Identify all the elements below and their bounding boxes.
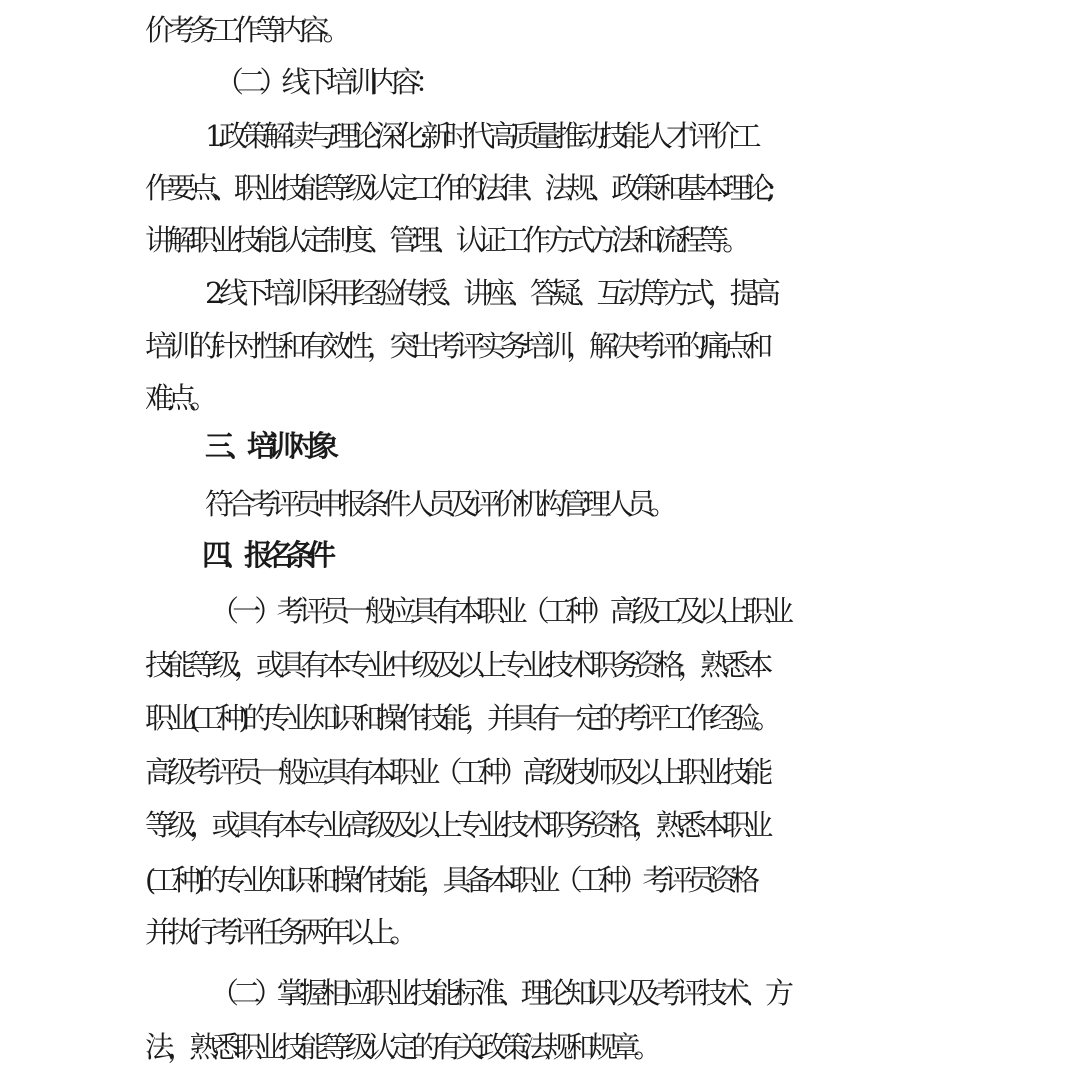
paragraph-line: 等级，或具有本专业高级及以上专业技术职务资格，熟悉本职业: [145, 808, 767, 842]
paragraph-line: 难点。: [145, 381, 212, 415]
paragraph-line: 1.政策解读与理论深化:新时代高质量推动技能人才评价工: [205, 119, 755, 153]
text-line: 价考务工作等内容。: [145, 13, 345, 47]
paragraph-line: 职业(工种)的专业知识和操作技能，并具有一定的考评工作经验。: [145, 701, 776, 735]
subsection-heading: （二）线下培训内容：: [215, 65, 438, 99]
paragraph-line: 讲解职业技能认定制度、管理、认证工作方式方法和流程等。: [145, 223, 745, 257]
paragraph-line: 技能等级，或具有本专业中级及以上专业技术职务资格，熟悉本: [145, 648, 767, 682]
paragraph-line: （一）考评员一般应具有本职业（工种）高级工及以上职业: [210, 594, 788, 628]
paragraph-line: （二）掌握相应职业技能标准、理论知识以及考评技术、方: [210, 976, 788, 1010]
section-heading: 四、报名条件: [202, 538, 329, 572]
paragraph-line: 2.线下培训采用经验传授、讲座、答疑、互动等方式，提高: [205, 276, 775, 310]
paragraph-line: 法，熟悉职业技能等级认定的有关政策法规和规章。: [145, 1030, 656, 1064]
paragraph-line: (工种)的专业知识和操作技能，具备本职业（工种）考评员资格: [145, 863, 754, 897]
paragraph-line: 并执行考评任务两年以上。: [145, 915, 412, 949]
paragraph-line: 符合考评员申报条件人员及评价机构管理人员。: [205, 487, 672, 521]
paragraph-line: 培训的针对性和有效性，突出考评实务培训，解决考评的痛点和: [145, 329, 767, 363]
paragraph-line: 作要点、职业技能等级认定工作的法律、法规、政策和基本理论;: [145, 171, 770, 205]
paragraph-line: 高级考评员一般应具有本职业（工种）高级技师及以上职业技能: [145, 755, 767, 789]
section-heading: 三、培训对象: [205, 429, 332, 463]
